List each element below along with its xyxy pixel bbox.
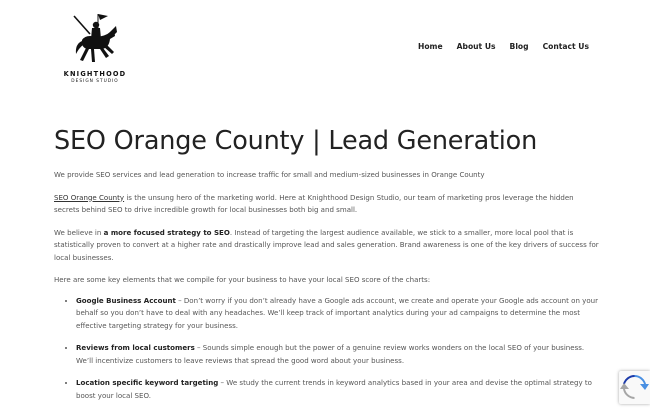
- list-item-text: – We study the current trends in keyword analytics based in your area and devise the optimal strategy to boost your local SEO.: [76, 378, 592, 400]
- list-item-text: – Don’t worry if you don’t already have a Google ads account, we create and operate your Google ads account on your behalf so you don’t have to deal with any headaches. We’ll keep track of important analytics during your ad campaigns to determine the most effective targeting strategy for your business.: [76, 295, 598, 330]
- key-elements-intro: Here are some key elements that we compile for your business to have your local SEO score of the charts:: [54, 275, 431, 284]
- page-title: SEO Orange County | Lead Generation: [54, 126, 538, 156]
- seo-orange-county-link[interactable]: SEO Orange County: [54, 192, 125, 202]
- strategy-paragraph: [54, 227, 599, 265]
- strategy-post: . Instead of targeting the largest audience available, we stick to a smaller, more local pool that is statistically proven to convert at a higher rate and drastically improve lead and sales generation. Brand awareness is one of the key drivers of success for local businesses.: [54, 227, 599, 262]
- main-nav: [418, 42, 589, 51]
- logo-title: KNIGHTHOOD: [63, 70, 127, 78]
- list-item-text: – Sounds simple enough but the power of a genuine review works wonders on the local SEO of your business. We’ll incentivize customers to leave reviews that spread the good word about your business.: [76, 343, 585, 365]
- seo-paragraph: [54, 192, 599, 217]
- list-item-title: Google Business Account: [76, 295, 176, 305]
- list-item-title: Location specific keyword targeting: [76, 378, 219, 387]
- strategy-bold: a more focused strategy to SEO: [103, 227, 230, 237]
- strategy-pre: We believe in: [54, 227, 104, 237]
- intro-paragraph: We provide SEO services and lead generation to increase traffic for small and medium-sized businesses in Orange County: [54, 170, 485, 179]
- nav-blog[interactable]: Blog: [509, 42, 529, 51]
- recaptcha-icon: [619, 371, 650, 404]
- main-content: [54, 124, 599, 412]
- nav-contact-us[interactable]: Contact Us: [542, 42, 589, 51]
- site-header: [0, 0, 650, 100]
- list-item: [76, 342, 599, 367]
- site-logo[interactable]: [60, 12, 130, 86]
- nav-about-us[interactable]: About Us: [456, 42, 496, 51]
- recaptcha-badge[interactable]: [619, 371, 650, 404]
- seo-paragraph-text: is the unsung hero of the marketing world. Here at Knighthood Design Studio, our team of marketing pros leverage the hidden secrets behind SEO to drive incredible growth for local businesses both big and small.: [54, 192, 574, 214]
- list-item-title: Reviews from local customers: [76, 343, 195, 352]
- knight-on-horse-icon: [72, 12, 118, 68]
- list-item: [76, 295, 599, 333]
- logo-subtitle: DESIGN STUDIO: [71, 79, 119, 84]
- list-item: [76, 377, 599, 402]
- nav-home[interactable]: Home: [417, 42, 443, 51]
- key-elements-list: [54, 295, 599, 403]
